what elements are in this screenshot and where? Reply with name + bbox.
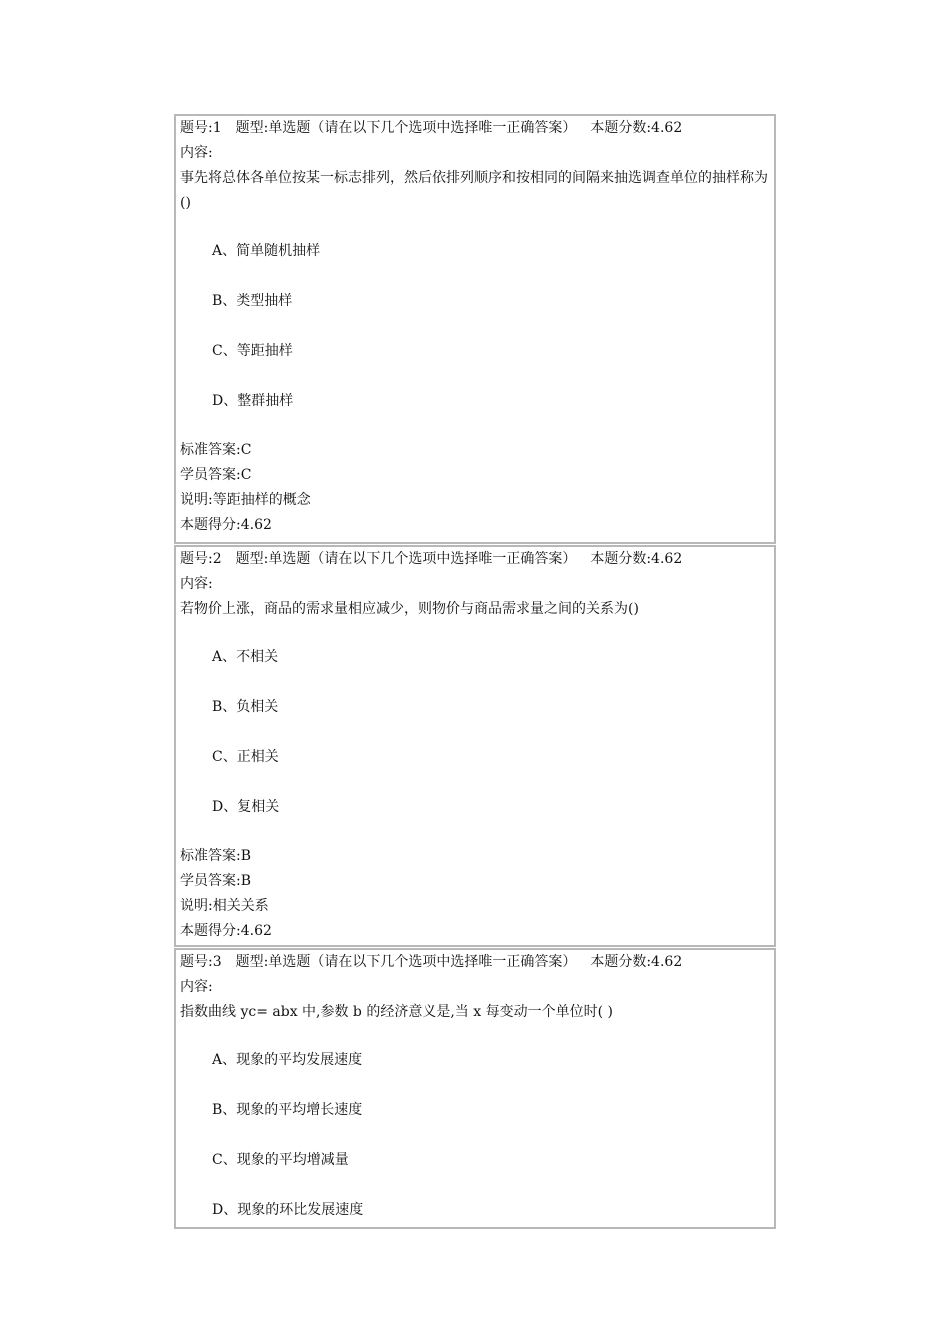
- student-answer: 学员答案:B: [180, 873, 252, 889]
- content-label: 内容:: [180, 145, 213, 161]
- question-header: [180, 547, 770, 572]
- option-a: A、简单随机抽样: [212, 243, 321, 259]
- question-text: 若物价上涨，商品的需求量相应减少，则物价与商品需求量之间的关系为(): [180, 601, 639, 617]
- option-c: C、等距抽样: [212, 343, 293, 359]
- question-score: 本题分数:4.62: [590, 954, 683, 970]
- option-d: D、现象的环比发展速度: [212, 1202, 364, 1218]
- content-label: 内容:: [180, 979, 213, 995]
- question-score: 本题分数:4.62: [590, 120, 683, 136]
- option-c: C、正相关: [212, 749, 279, 765]
- question-header: [180, 950, 770, 975]
- question-text: 事先将总体各单位按某一标志排列，然后依排列顺序和按相同的间隔来抽选调查单位的抽样称为(): [180, 170, 768, 211]
- option-b: B、现象的平均增长速度: [212, 1102, 363, 1118]
- standard-answer: 标准答案:B: [180, 848, 252, 864]
- question-header: [180, 116, 770, 141]
- question-number: 题号:3: [180, 954, 222, 970]
- option-a: A、现象的平均发展速度: [212, 1052, 363, 1068]
- question-type: 题型:单选题（请在以下几个选项中选择唯一正确答案）: [235, 120, 577, 136]
- option-b: B、类型抽样: [212, 293, 293, 309]
- question-block-1: [174, 114, 776, 544]
- question-number: 题号:1: [180, 120, 222, 136]
- question-block-3: [174, 948, 776, 1229]
- question-type: 题型:单选题（请在以下几个选项中选择唯一正确答案）: [235, 551, 577, 567]
- explanation: 说明:等距抽样的概念: [180, 492, 311, 508]
- score-obtained: 本题得分:4.62: [180, 923, 272, 939]
- question-number: 题号:2: [180, 551, 222, 567]
- explanation: 说明:相关关系: [180, 898, 269, 914]
- option-b: B、负相关: [212, 699, 279, 715]
- question-block-2: [174, 545, 776, 947]
- question-sheet: [174, 114, 776, 1230]
- options-list: [212, 632, 770, 832]
- question-type: 题型:单选题（请在以下几个选项中选择唯一正确答案）: [235, 954, 577, 970]
- option-c: C、现象的平均增减量: [212, 1152, 349, 1168]
- question-text: 指数曲线 yc= abx 中,参数 b 的经济意义是,当 x 每变动一个单位时( ): [180, 1004, 613, 1020]
- options-list: [212, 1035, 770, 1235]
- standard-answer: 标准答案:C: [180, 442, 252, 458]
- option-d: D、整群抽样: [212, 393, 294, 409]
- option-d: D、复相关: [212, 799, 280, 815]
- content-label: 内容:: [180, 576, 213, 592]
- student-answer: 学员答案:C: [180, 467, 252, 483]
- options-list: [212, 226, 770, 426]
- option-a: A、不相关: [212, 649, 279, 665]
- question-score: 本题分数:4.62: [590, 551, 683, 567]
- score-obtained: 本题得分:4.62: [180, 517, 272, 533]
